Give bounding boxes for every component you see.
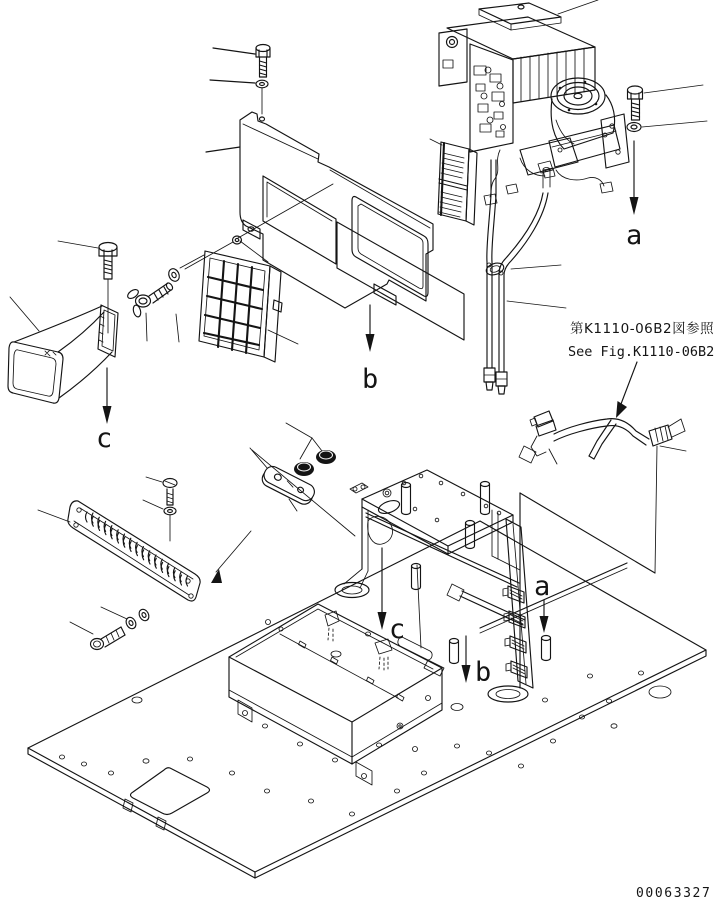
heater-hose [519,411,686,573]
hinge-bracket [350,483,368,493]
leader-line [238,184,333,238]
bolt-head [256,45,270,52]
plate-hole [395,789,400,793]
opening-flap [337,222,464,340]
plate-hole [451,704,463,711]
wire-connector [506,184,518,194]
arrowhead [366,334,375,352]
section-label-a: a [534,571,551,602]
frame-foot [488,686,528,702]
leader-line [38,510,70,522]
plate-hole [422,771,427,775]
drain-hoses [484,160,566,394]
panel-foot-tab [243,220,260,239]
washer [164,507,176,515]
arrowhead [540,616,549,633]
unit-top-face [447,17,595,59]
floor-cutout [131,768,210,815]
control-knobs [286,423,336,476]
plate-hole [543,698,548,702]
leader-line [213,48,255,54]
wire [556,170,604,186]
plate-hole [109,771,114,775]
direction-arrow-b-panel [362,305,378,395]
leader-line [206,147,240,152]
knob [316,450,336,464]
platform-cutout [377,498,401,516]
duct-bolt [58,241,117,333]
direction-arrow-a-frame [534,571,550,633]
leader-line [58,241,98,248]
plate-hole [611,724,617,728]
plate-hole [639,671,644,675]
hose-end-fitting [534,411,553,427]
plate-hole [263,724,268,728]
grille-bar [246,267,252,353]
box-detail [331,657,339,664]
unit-mount-bolt [627,85,707,132]
leader-line [644,85,703,93]
leader-line [642,121,707,127]
leader-line [70,622,93,634]
grille-flange [264,266,281,362]
vent-panel [38,501,251,601]
drawing-number: 00063327 [636,886,712,901]
leader-line [558,0,598,14]
direction-arrow-b-frame [462,636,492,688]
plate-hole [265,789,270,793]
plate-hole [60,755,65,759]
arrowhead [462,665,471,683]
leader-line [143,500,163,509]
window-tab [374,284,396,305]
plate-hole [82,762,87,766]
cover-panel [185,112,464,340]
section-label-a: a [626,220,643,251]
plate-hole [188,757,193,761]
panel-opening [263,176,336,264]
leader-line [507,301,566,308]
wing-bolt [126,282,179,342]
arrowhead [378,612,387,630]
bracket-plate [250,448,317,511]
leader-line [240,241,268,262]
washer [256,80,268,88]
leader-line [146,313,147,341]
plate-hole [588,674,593,678]
edge-tab [156,817,166,830]
section-label-c: c [389,614,406,645]
unit-left-box [439,29,467,86]
leader-line [300,438,312,459]
air-duct [8,297,118,403]
leader-line [250,448,268,469]
grille-bar [218,261,224,347]
leader-line [10,297,39,331]
grille-bar [205,315,260,328]
plate-hole [331,651,341,657]
washer [137,608,151,623]
plate-hole [487,751,492,755]
section-label-b: b [362,364,379,395]
frame-pin [402,483,411,515]
plate-hole [519,764,524,768]
leader-line [549,449,557,464]
plate-hole [298,742,303,746]
unit-foot-bracket [520,138,578,175]
connector-block [504,611,525,628]
unit-fin-face [513,47,595,103]
plate-hole [607,699,612,703]
floor-bolt [70,607,151,650]
reference-note-ja: 第K1110-06B2図参照 [570,321,715,337]
hose-bracket [519,446,536,463]
connector-block [503,586,524,603]
support-frame [252,450,551,702]
leader-line [286,423,322,451]
window-frame [352,197,428,297]
filter-edge [441,143,444,215]
plate-hole [455,744,460,748]
direction-arrow-c-duct [96,368,112,454]
filter-side [466,149,477,225]
arrowhead [103,406,112,424]
leader-line [146,477,162,482]
wire-connector [600,182,613,193]
duct-body-top [58,312,104,352]
leader-line [268,330,298,344]
floor-pin [412,564,421,590]
edge-tab [123,799,133,812]
plate-hole [309,799,314,803]
frame-platform [362,470,513,546]
plate-hole [551,739,556,743]
leader-line [655,446,657,573]
plate-hole [230,771,235,775]
leader-line [430,139,442,145]
reference-note-en: See Fig.K1110-06B2 [568,344,715,360]
knob [294,462,314,476]
arrowhead [630,197,639,215]
box-detail [367,677,375,684]
bolt-boss-hole [260,117,265,121]
washer [627,123,641,132]
vent-panel-screw [143,477,177,541]
leader-line [210,80,255,83]
plate-hole [143,759,149,763]
leader-line [101,607,127,619]
leader-line [511,265,561,269]
unit-front-face [470,44,513,152]
floor-pin [450,639,459,664]
connector-block [506,661,527,678]
floor-plate [28,521,706,878]
washer [124,616,138,631]
wing [126,288,140,301]
front-grille [199,251,298,362]
grille-bar [232,264,238,350]
reference-note [568,321,714,418]
frame-pin [481,482,490,515]
leader-line [176,314,179,342]
panel-mount-bolt [210,45,270,115]
plate-hole [649,686,671,698]
leader-line [180,255,204,268]
vent-panel-face [68,501,200,601]
leader-line [216,531,251,572]
plate-cutout [368,516,393,544]
section-label-c: c [96,423,113,454]
plate-hole [350,812,355,816]
floor-pin [542,636,551,661]
plate-hole [333,758,338,762]
section-label-b: b [475,657,492,688]
plate-hole [132,697,142,703]
arrowhead [616,401,627,418]
blower-base [549,125,620,167]
leader-line [660,446,686,451]
